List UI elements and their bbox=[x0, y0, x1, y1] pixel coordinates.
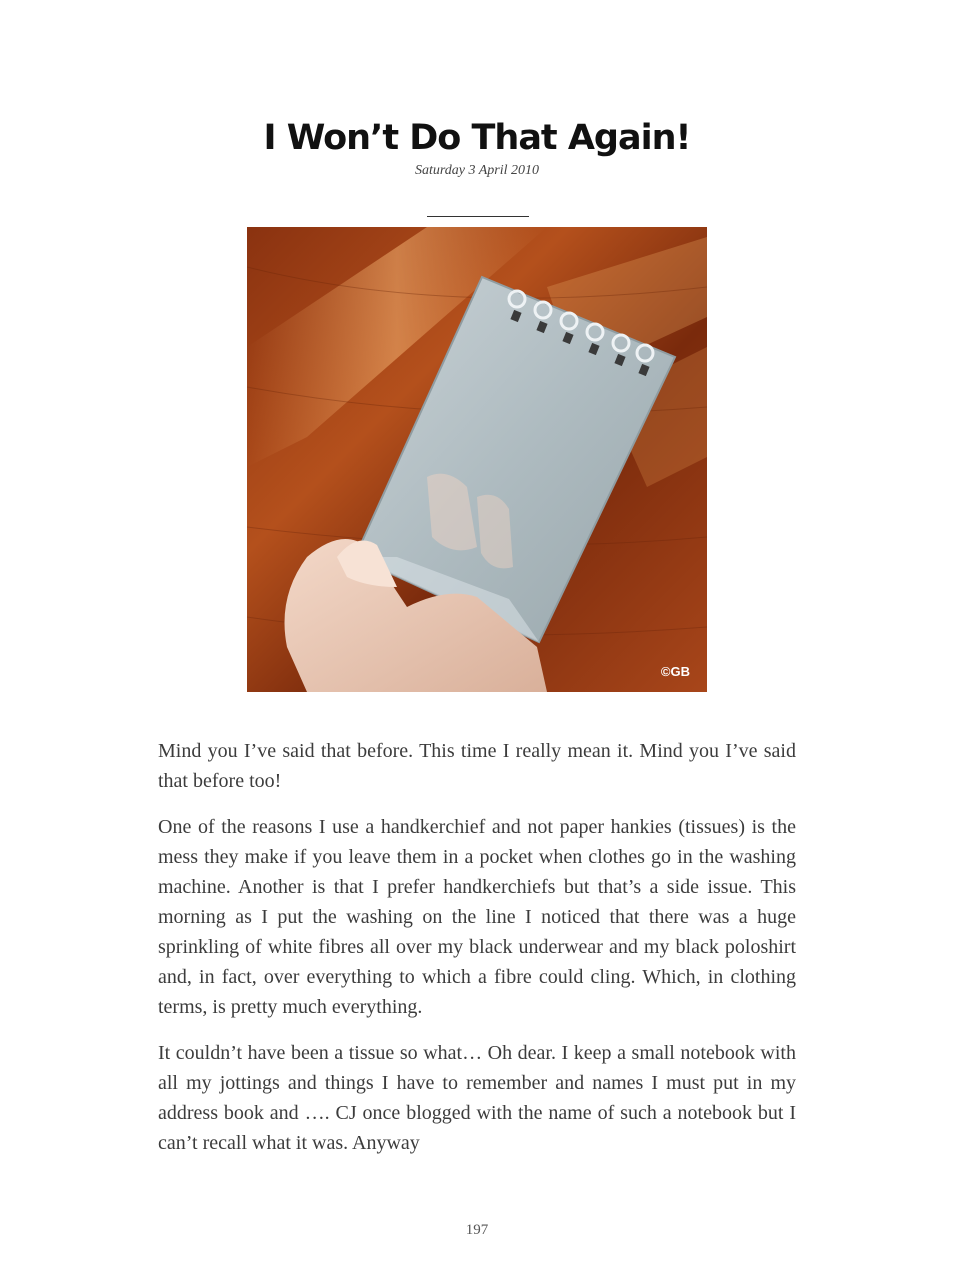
paragraph-1: Mind you I’ve said that before. This time I really mean it. Mind you I’ve said that before too! bbox=[158, 740, 796, 792]
post-date: Saturday 3 April 2010 bbox=[414, 163, 540, 178]
post-title: I Won’t Do That Again! bbox=[263, 118, 691, 158]
paragraph-2: One of the reasons I use a handkerchief and not paper hankies (tissues) is the mess they make if you leave them in a pocket when clothes go in the washing machine. Another is that I prefer handkerchiefs but that’s a side issue. This morning as I put the washing on the line I noticed that there was a huge sprinkling of white fibres all over my black underwear and my black poloshirt and, in fact, over everything to which a fibre could cling. Which, in clothing terms, is pretty much everything. bbox=[158, 816, 796, 1018]
notebook-photo bbox=[247, 227, 707, 692]
photo-watermark: ©GB bbox=[660, 664, 690, 679]
title-divider bbox=[427, 216, 529, 217]
post-body bbox=[158, 736, 796, 1174]
page-number: 197 bbox=[465, 1222, 489, 1238]
paragraph-3: It couldn’t have been a tissue so what… Oh dear. I keep a small notebook with all my jottings and things I have to remember and names I must put in my address book and …. CJ once blogged with the name of such a notebook but I can’t recall what it was. Anyway bbox=[158, 1042, 796, 1154]
